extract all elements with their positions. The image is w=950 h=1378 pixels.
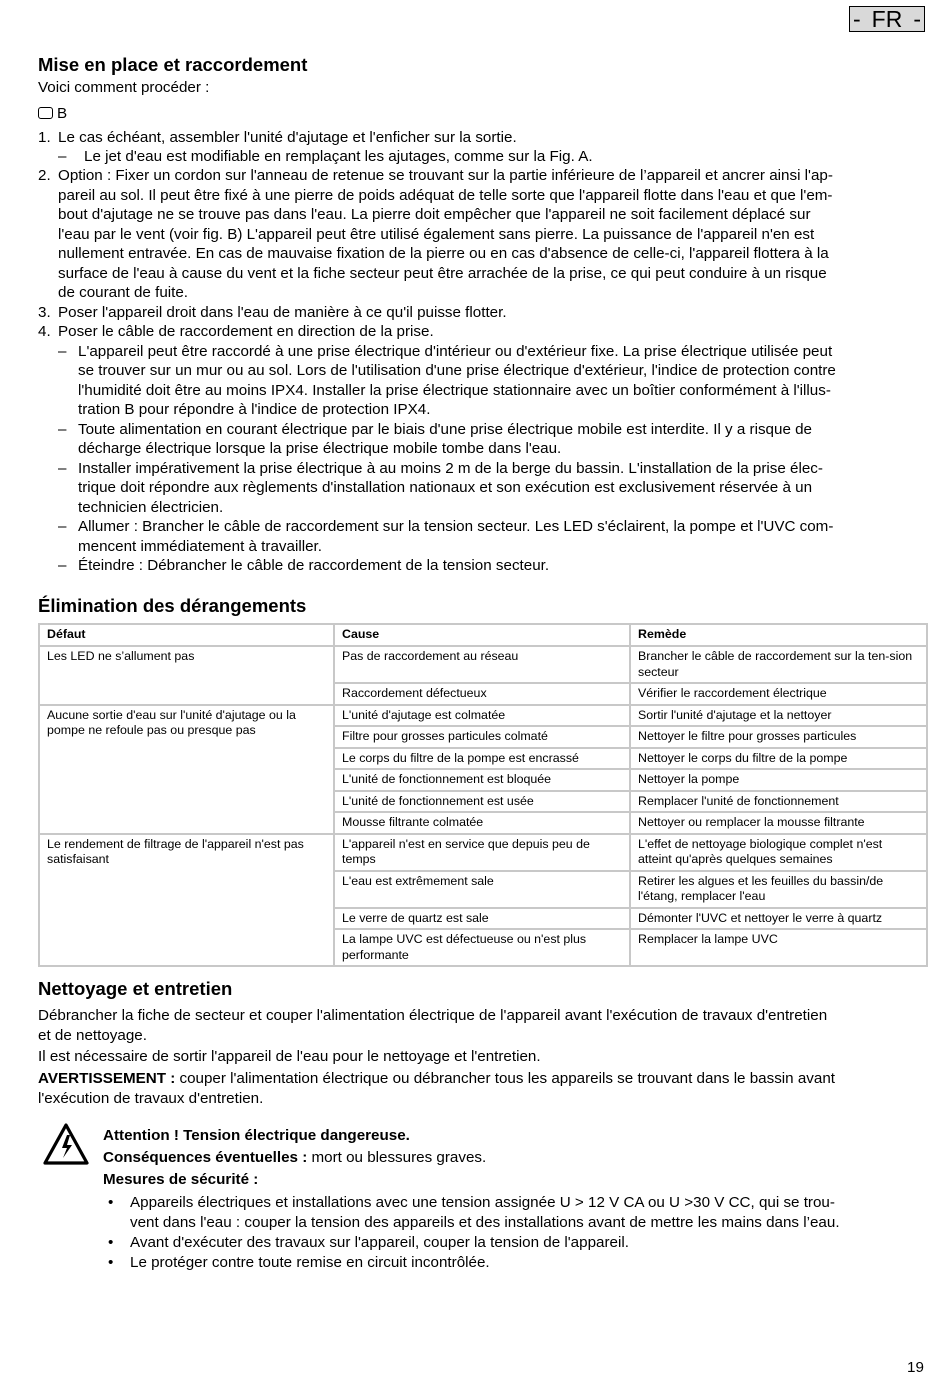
cause-cell: Filtre pour grosses particules colmaté xyxy=(334,726,630,748)
bullet-marker: • xyxy=(108,1234,114,1251)
table-row xyxy=(39,646,927,683)
figure-icon xyxy=(38,107,53,119)
warning-label: AVERTISSEMENT : xyxy=(38,1070,176,1087)
cause-cell: L'unité d'ajutage est colmatée xyxy=(334,705,630,727)
step-2-line: pareil au sol. Il peut être fixé à une pierre de poids adéquat de telle sorte que l'appareil flotte dans l'eau et que l'em- xyxy=(58,186,833,204)
remede-cell: Nettoyer le filtre pour grosses particules xyxy=(630,726,927,748)
sub-1-line: se trouver sur un mur ou au sol. Lors de l'utilisation d'une prise électrique d'extérieur, l'indice de protection contre xyxy=(78,362,836,379)
step-3-text: Poser l'appareil droit dans l'eau de manière à ce qu'il puisse flotter. xyxy=(58,303,507,321)
warning-text: couper l'alimentation électrique ou débrancher tous les appareils se trouvant dans le bassin avant xyxy=(175,1070,836,1087)
sub-dash: – xyxy=(58,518,67,535)
remede-cell: Remplacer la lampe UVC xyxy=(630,929,927,966)
cause-cell: L'unité de fonctionnement est bloquée xyxy=(334,769,630,791)
cause-cell: Raccordement défectueux xyxy=(334,683,630,705)
section-title-troubleshooting: Élimination des dérangements xyxy=(38,595,307,616)
sub-4-line: mencent immédiatement à travailler. xyxy=(78,537,322,555)
step-1-sub-text: Le jet d'eau est modifiable en remplaçant les ajutages, comme sur la Fig. A. xyxy=(84,148,593,165)
bullet-2-text: Avant d'exécuter des travaux sur l'appareil, couper la tension de l'appareil. xyxy=(130,1234,629,1251)
remede-cell: Nettoyer ou remplacer la mousse filtrante xyxy=(630,812,927,834)
cause-cell: La lampe UVC est défectueuse ou n'est plus performante xyxy=(334,929,630,966)
sub-1-line: tration B pour répondre à l'indice de protection IPX4. xyxy=(78,401,431,418)
warning-paragraph xyxy=(38,1069,835,1089)
defaut-cell: Le rendement de filtrage de l'appareil n'est pas satisfaisant xyxy=(39,834,334,967)
cause-cell: Pas de raccordement au réseau xyxy=(334,646,630,683)
sub-3-line: trique doit répondre aux règlements d'installation nationaux et son exécution est exclusivement réservée à un xyxy=(78,479,813,496)
electric-hazard-icon xyxy=(42,1122,90,1166)
column-header-defaut: Défaut xyxy=(39,624,334,646)
language-badge xyxy=(849,6,925,32)
step-1-sub-dash: – xyxy=(58,148,67,165)
sub-2-line: Toute alimentation en courant électrique par le biais d'une prise électrique mobile est interdite. Il y a risque de xyxy=(78,420,813,438)
cause-cell: L'eau est extrêmement sale xyxy=(334,871,630,908)
cause-cell: L'appareil n'est en service que depuis peu de temps xyxy=(334,834,630,871)
remede-cell: Retirer les algues et les feuilles du bassin/de l'étang, remplacer l'eau xyxy=(630,871,927,908)
column-header-remede: Remède xyxy=(630,624,927,646)
bullet-marker: • xyxy=(108,1194,114,1211)
step-1-text: Le cas échéant, assembler l'unité d'ajutage et l'enficher sur la sortie. xyxy=(58,129,517,146)
intro-text: Voici comment procéder : xyxy=(38,79,210,96)
cause-cell: Mousse filtrante colmatée xyxy=(334,812,630,834)
step-2-line: nullement entravée. En cas de mauvaise fixation de la pierre ou en cas d'absence de celle-ci, l'appareil flottera à la xyxy=(58,245,829,262)
sub-4-line: Allumer : Brancher le câble de raccordement sur la tension secteur. Les LED s'éclairent, la pompe et l'UVC com- xyxy=(78,518,834,535)
table-row xyxy=(39,705,927,727)
step-2-line: surface de l'eau à cause du vent et la fiche secteur peut être arrachée de la prise, ce qui peut conduire à un risque xyxy=(58,264,827,282)
remede-cell: L'effet de nettoyage biologique complet n'est atteint qu'après quelques semaines xyxy=(630,834,927,871)
sub-dash: – xyxy=(58,420,67,438)
remede-cell: Brancher le câble de raccordement sur la ten-sion secteur xyxy=(630,646,927,683)
step-number-2: 2. xyxy=(38,167,51,184)
defaut-cell: Les LED ne s’allument pas xyxy=(39,646,334,705)
lang-dash-right: - xyxy=(913,6,921,32)
sub-2-line: décharge électrique lorsque la prise électrique mobile tombe dans l'eau. xyxy=(78,440,562,457)
step-2-line: bout d'ajutage ne se trouve pas dans l'eau. La pierre doit empêcher que l'appareil ne soit facilement déplacé sur xyxy=(58,206,811,223)
sub-3-line: Installer impérativement la prise électrique à au moins 2 m de la berge du bassin. L'installation de la prise élec- xyxy=(78,459,823,477)
step-number-1: 1. xyxy=(38,129,51,146)
consequences-text: mort ou blessures graves. xyxy=(307,1149,487,1166)
step-4-text: Poser le câble de raccordement en direction de la prise. xyxy=(58,323,434,340)
step-number-3: 3. xyxy=(38,303,51,321)
consequences-label: Conséquences éventuelles : xyxy=(103,1149,308,1166)
step-2-line: Option : Fixer un cordon sur l'anneau de retenue se trouvant sur la partie inférieure de l’appareil et ancrer ainsi l'ap- xyxy=(58,167,833,184)
danger-title: Attention ! Tension électrique dangereuse. xyxy=(103,1127,410,1144)
sub-1-line: L'appareil peut être raccordé à une prise électrique d'intérieur ou d'extérieur fixe. La prise électrique utilisée peut xyxy=(78,342,833,360)
bullet-1-line: vent dans l'eau : couper la tension des appareils et des installations avant de mettre les mains dans l’eau. xyxy=(130,1213,840,1231)
warning-paragraph-line-2: l'exécution de travaux d'entretien. xyxy=(38,1089,264,1107)
bullet-marker: • xyxy=(108,1254,114,1271)
sub-dash: – xyxy=(58,557,67,574)
sub-dash: – xyxy=(58,342,67,360)
figure-label: B xyxy=(57,105,68,122)
column-header-cause: Cause xyxy=(334,624,630,646)
section-title-installation: Mise en place et raccordement xyxy=(38,54,308,75)
maintenance-paragraph-2: Il est nécessaire de sortir l'appareil de l'eau pour le nettoyage et l'entretien. xyxy=(38,1048,541,1065)
remede-cell: Sortir l'unité d'ajutage et la nettoyer xyxy=(630,705,927,727)
maintenance-paragraph-line: Débrancher la fiche de secteur et couper l'alimentation électrique de l'appareil avant l'exécution de travaux d'entretien xyxy=(38,1007,828,1024)
remede-cell: Remplacer l'unité de fonctionnement xyxy=(630,791,927,813)
table-header-row xyxy=(39,624,927,646)
sub-dash: – xyxy=(58,459,67,477)
consequences-line xyxy=(103,1148,486,1168)
sub-5-line: Éteindre : Débrancher le câble de raccordement de la tension secteur. xyxy=(78,557,550,574)
page-number: 19 xyxy=(907,1359,924,1376)
step-2-line: l'eau par le vent (voir fig. B) L'appareil peut être utilisé également sans pierre. La puissance de l'appareil n'en est xyxy=(58,225,815,243)
figure-reference xyxy=(38,104,67,124)
cause-cell: Le corps du filtre de la pompe est encrassé xyxy=(334,748,630,770)
lang-code: FR xyxy=(871,6,903,32)
bullet-3-text: Le protéger contre toute remise en circuit incontrôlée. xyxy=(130,1254,490,1271)
cause-cell: L'unité de fonctionnement est usée xyxy=(334,791,630,813)
maintenance-paragraph-line: et de nettoyage. xyxy=(38,1026,147,1044)
section-title-maintenance: Nettoyage et entretien xyxy=(38,978,233,999)
step-number-4: 4. xyxy=(38,323,51,340)
sub-1-line: l'humidité doit être au moins IPX4. Installer la prise électrique stationnaire avec un boîtier conformément à l'illus- xyxy=(78,381,831,399)
remede-cell: Nettoyer la pompe xyxy=(630,769,927,791)
remede-cell: Démonter l'UVC et nettoyer le verre à quartz xyxy=(630,908,927,930)
remede-cell: Nettoyer le corps du filtre de la pompe xyxy=(630,748,927,770)
table-row xyxy=(39,834,927,871)
sub-3-line: technicien électricien. xyxy=(78,498,224,516)
remede-cell: Vérifier le raccordement électrique xyxy=(630,683,927,705)
troubleshooting-table xyxy=(38,623,928,967)
lang-dash-left: - xyxy=(853,6,861,32)
measures-label: Mesures de sécurité : xyxy=(103,1171,259,1188)
defaut-cell: Aucune sortie d'eau sur l'unité d'ajutage ou la pompe ne refoule pas ou presque pas xyxy=(39,705,334,834)
cause-cell: Le verre de quartz est sale xyxy=(334,908,630,930)
bullet-1-line: Appareils électriques et installations avec une tension assignée U > 12 V CA ou U >30 V CC, qui se trou- xyxy=(130,1194,835,1211)
step-2-line: de courant de fuite. xyxy=(58,284,189,301)
